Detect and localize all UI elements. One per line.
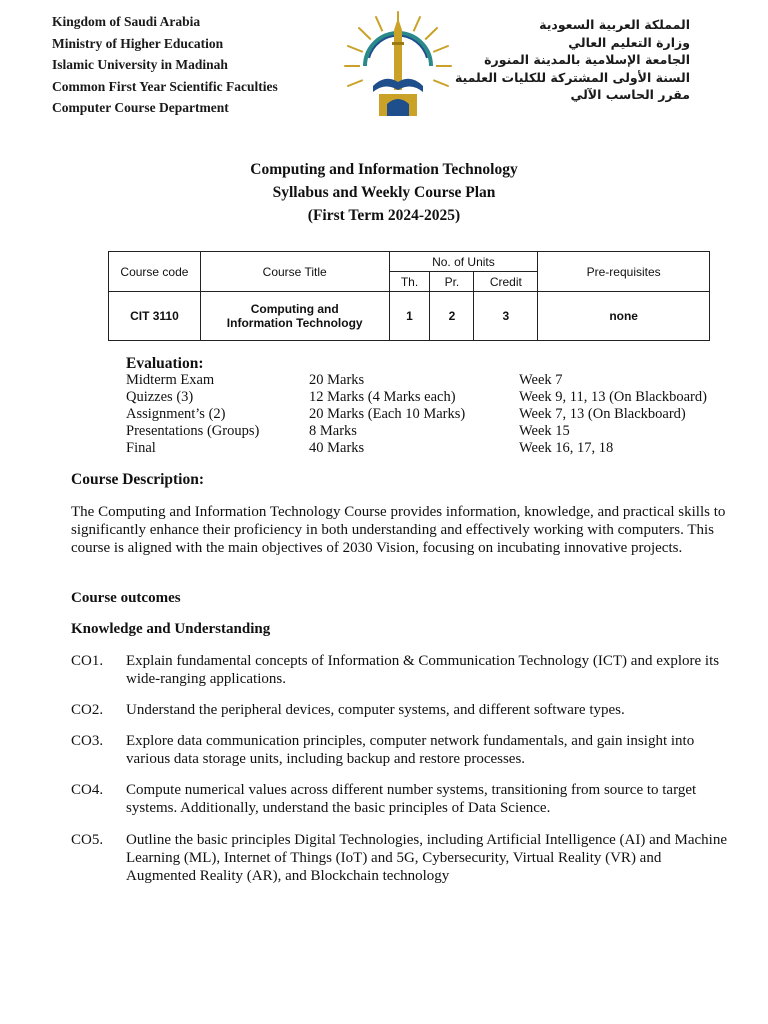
header-credit: Credit: [474, 272, 538, 292]
outcome-id: CO1.: [71, 653, 104, 669]
evaluation-row: [126, 423, 570, 440]
header-course-title: Course Title: [200, 252, 389, 292]
cell-th: 1: [389, 292, 430, 341]
cell-course-title: [200, 292, 389, 341]
cell-pr: 2: [430, 292, 474, 341]
header-line: Computer Course Department: [52, 100, 229, 115]
evaluation-row: [126, 406, 686, 423]
cell-prerequisites: none: [538, 292, 710, 341]
cell-credit: 3: [474, 292, 538, 341]
eval-item: Final: [126, 440, 156, 456]
evaluation-row: [126, 372, 563, 389]
eval-item: Presentations (Groups): [126, 423, 260, 439]
eval-item: Assignment’s (2): [126, 406, 226, 422]
title-line: (First Term 2024-2025): [307, 207, 461, 224]
outcome-text: Understand the peripheral devices, computer systems, and different software types.: [126, 702, 625, 718]
course-table: [108, 251, 710, 341]
outcome-item: [71, 732, 733, 768]
eval-item: Midterm Exam: [126, 372, 215, 388]
eval-week: Week 7, 13 (On Blackboard): [519, 406, 686, 422]
outcome-text: Compute numerical values across different number systems, transitioning from source to target systems. Additionally, understand the basic principles of Data Science.: [126, 782, 697, 817]
eval-marks: 20 Marks (Each 10 Marks): [309, 406, 466, 422]
eval-marks: 40 Marks: [309, 440, 365, 456]
university-seal-icon: [343, 8, 453, 120]
header-line: Islamic University in Madinah: [52, 57, 228, 72]
eval-week: Week 9, 11, 13 (On Blackboard): [519, 389, 707, 405]
evaluation-row: [126, 389, 707, 406]
outcome-id: CO4.: [71, 782, 104, 798]
evaluation-row: [126, 440, 614, 457]
header-prerequisites: Pre-requisites: [538, 252, 710, 292]
eval-marks: 8 Marks: [309, 423, 357, 439]
course-title-line: Computing and: [250, 302, 339, 316]
outcome-item: [71, 701, 733, 719]
title-line: Computing and Information Technology: [250, 161, 518, 178]
eval-item: Quizzes (3): [126, 389, 194, 405]
eval-week: Week 7: [519, 372, 563, 388]
header-pr: Pr.: [430, 272, 474, 292]
outcome-item: [71, 652, 733, 688]
outcome-item: [71, 831, 733, 886]
eval-marks: 20 Marks: [309, 372, 365, 388]
header-course-code: Course code: [109, 252, 201, 292]
header-units: No. of Units: [389, 252, 538, 272]
course-outcomes-heading: Course outcomes: [71, 590, 181, 606]
header-arabic: [455, 16, 690, 104]
outcome-id: CO2.: [71, 702, 104, 718]
header-line: المملكة العربية السعودية: [539, 17, 690, 32]
outcome-text: Explore data communication principles, computer network fundamentals, and gain insight into various data storage units, including backup and restore processes.: [126, 733, 695, 768]
header-line: مقرر الحاسب الآلي: [570, 87, 690, 102]
header-line: الجامعة الإسلامية بالمدينة المنورة: [484, 52, 690, 67]
eval-marks: 12 Marks (4 Marks each): [309, 389, 456, 405]
outcome-text: Explain fundamental concepts of Information & Communication Technology (ICT) and explore its wide-ranging applications.: [126, 653, 720, 688]
header-th: Th.: [389, 272, 430, 292]
evaluation-heading: Evaluation:: [126, 355, 204, 372]
header-line: Common First Year Scientific Faculties: [52, 78, 278, 94]
header-line: وزارة التعليم العالي: [568, 34, 690, 50]
outcome-id: CO5.: [71, 832, 104, 848]
title-line: Syllabus and Weekly Course Plan: [272, 184, 496, 201]
header-english: [52, 11, 278, 119]
course-title-line: Information Technology: [226, 316, 363, 330]
eval-week: Week 15: [519, 423, 570, 439]
eval-week: Week 16, 17, 18: [519, 440, 614, 456]
knowledge-understanding-heading: Knowledge and Understanding: [71, 621, 271, 637]
cell-course-code: CIT 3110: [109, 292, 201, 341]
course-description-text: The Computing and Information Technology Course provides information, knowledge, and practical skills to significantly enhance their proficiency in both understanding and effectively working with computers. This course is aligned with the main objectives of 2030 Vision, focusing on incubating innovative projects.: [71, 504, 726, 557]
header-line: Ministry of Higher Education: [52, 35, 224, 51]
outcome-id: CO3.: [71, 733, 104, 749]
outcome-text: Outline the basic principles Digital Technologies, including Artificial Intelligence (AI) and Machine Learning (ML), Internet of Things (IoT) and 5G, Cybersecurity, Virtual Reality (VR) and Augmented Reality (AR), and Blockchain technology: [126, 832, 727, 885]
outcome-item: [71, 781, 733, 817]
header-line: السنة الأولى المشتركة للكليات العلمية: [454, 69, 690, 85]
evaluation-section: [126, 355, 707, 457]
course-description-heading: Course Description:: [71, 471, 205, 488]
header-line: Kingdom of Saudi Arabia: [52, 14, 201, 29]
document-title: [0, 158, 768, 227]
